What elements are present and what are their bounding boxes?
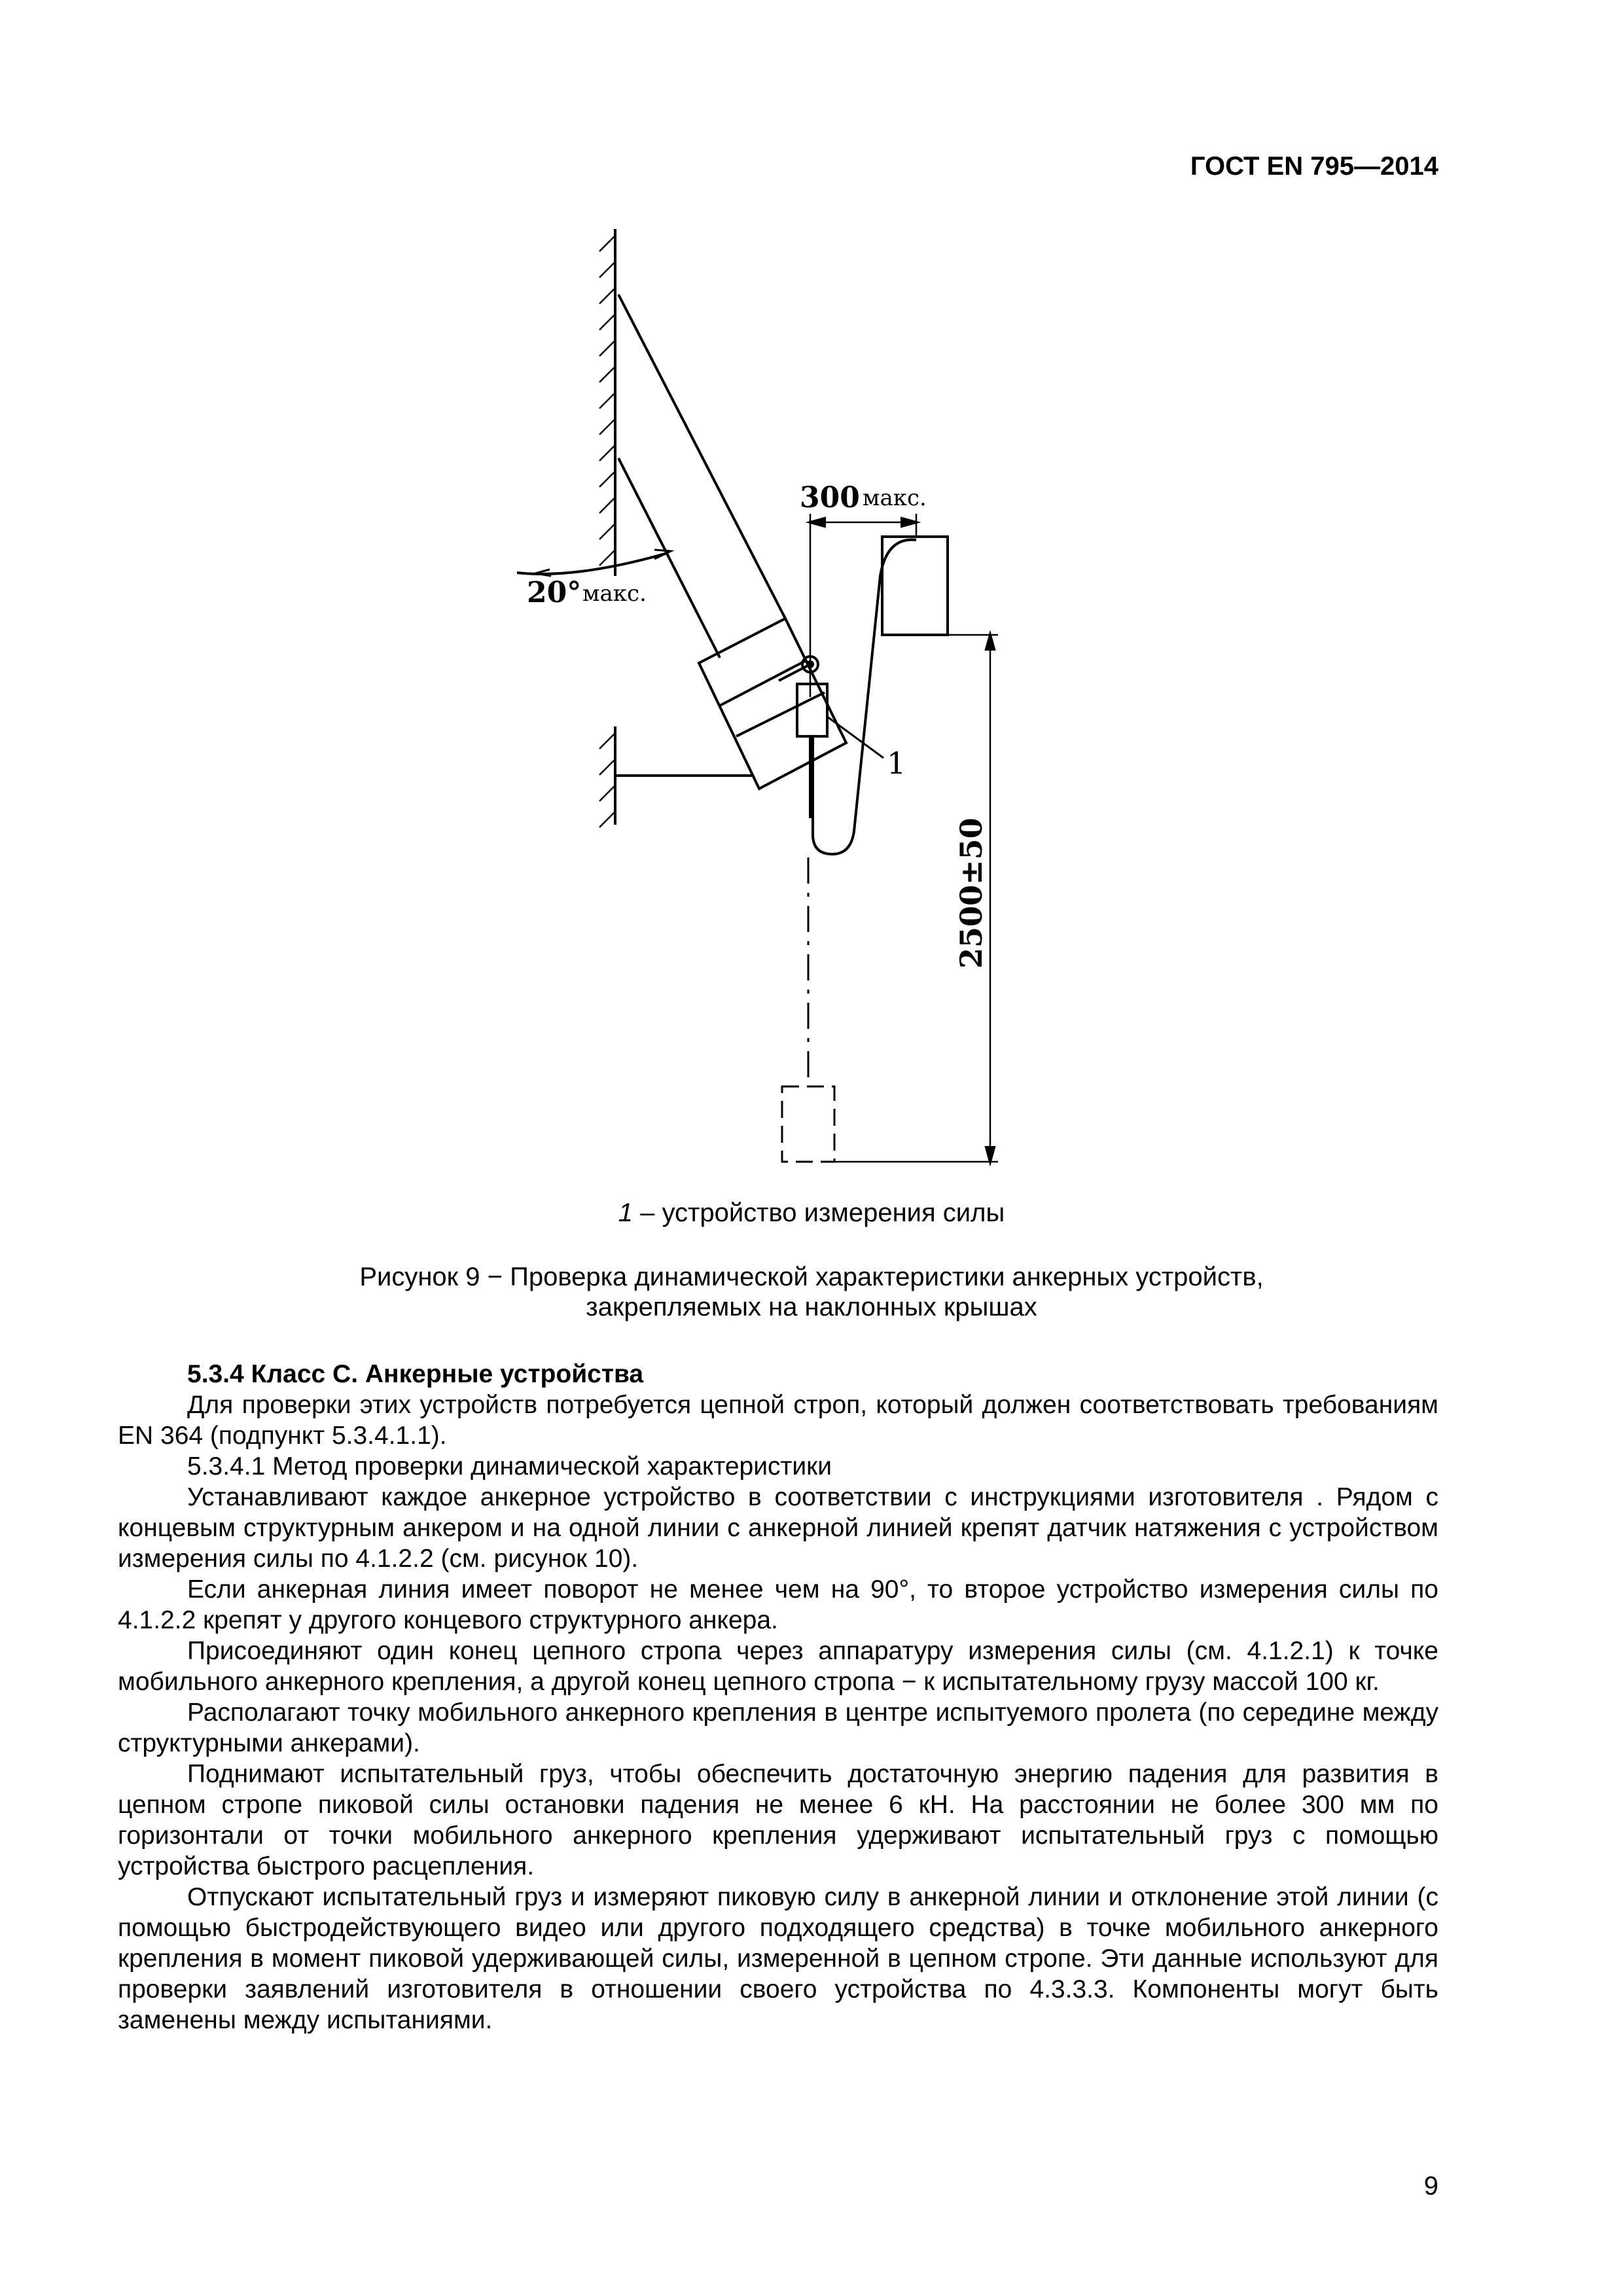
anchor-device-band2 bbox=[736, 692, 825, 736]
dim-2500-value: 2500±50 bbox=[954, 817, 989, 969]
legend-text: – устройство измерения силы bbox=[633, 1198, 1005, 1227]
paragraph: Устанавливают каждое анкерное устройство в соответствии с инструкциями изготовителя . Рядом с концевым структурным анкером и на одной линии с анкерной линией крепят датчик натяжения с устройством измерения силы по 4.1.2.2 (см. рисунок 10). bbox=[118, 1483, 1438, 1573]
roof-beam-lower-edge bbox=[618, 458, 720, 658]
figure-legend bbox=[0, 1198, 1623, 1228]
dim-300-value: 300 bbox=[800, 481, 860, 514]
test-setup-drawing bbox=[262, 209, 1113, 1172]
roof-beam-upper-edge bbox=[618, 295, 785, 619]
page-number: 9 bbox=[1423, 2172, 1438, 2200]
callout-leader bbox=[827, 717, 883, 758]
paragraph: Присоединяют один конец цепного стропа через аппаратуру измерения силы (см. 4.1.2.1) к точке мобильного анкерного крепления, а другой конец цепного стропа − к испытательному грузу массой 100 кг. bbox=[118, 1637, 1438, 1696]
paragraph: Для проверки этих устройств потребуется цепной строп, который должен соответствовать требованиям EN 364 (подпункт 5.3.4.1.1). bbox=[118, 1391, 1438, 1450]
anchor-device-band1 bbox=[720, 661, 805, 706]
callout-number: 1 bbox=[887, 745, 906, 781]
section-heading: 5.3.4 Класс С. Анкерные устройства bbox=[187, 1360, 644, 1388]
figure-title-line2: закрепляемых на наклонных крышах bbox=[586, 1293, 1037, 1321]
legend-number: 1 bbox=[618, 1198, 633, 1227]
angle-arc bbox=[517, 553, 668, 574]
paragraph: Располагают точку мобильного анкерного крепления в центре испытуемого пролета (по середине между структурными анкерами). bbox=[118, 1698, 1438, 1757]
force-measuring-device bbox=[797, 684, 827, 736]
wall-upper-hatching bbox=[599, 236, 615, 565]
wall-lower-hatching bbox=[599, 733, 615, 827]
subsection-title: 5.3.4.1 Метод проверки динамической характеристики bbox=[187, 1452, 832, 1480]
standard-header: ГОСТ EN 795—2014 bbox=[1190, 152, 1438, 181]
test-setup-figure bbox=[262, 209, 1113, 1172]
angle-unit: макс. bbox=[582, 581, 647, 607]
figure-title bbox=[0, 1262, 1623, 1322]
section-body bbox=[118, 1359, 1438, 2036]
figure-title-line1: Рисунок 9 − Проверка динамической характеристики анкерных устройств, bbox=[359, 1263, 1264, 1291]
weight-lower-position bbox=[782, 1086, 834, 1162]
angle-value: 20° bbox=[527, 576, 582, 609]
paragraph: Отпускают испытательный груз и измеряют пиковую силу в анкерной линии и отклонение этой линии (с помощью быстродействующего видео или другого подходящего средства) в точке мобильного анкерного крепления в момент пиковой удерживающей силы, измеренной в цепном стропе. Эти данные используют для проверки заявлений изготовителя в отношении своего устройства по 4.3.3.3. Компоненты могут быть заменены между испытаниями. bbox=[118, 1883, 1438, 2034]
paragraph: Если анкерная линия имеет поворот не менее чем на 90°, то второе устройство измерения силы по 4.1.2.2 крепят у другого концевого структурного анкера. bbox=[118, 1575, 1438, 1634]
paragraph: Поднимают испытательный груз, чтобы обеспечить достаточную энергию падения для развития в цепном стропе пиковой силы остановки падения не менее 6 кН. На расстоянии не более 300 мм по горизонтали от точки мобильного анкерного крепления удерживают испытательный груз с помощью устройства быстрого расцепления. bbox=[118, 1760, 1438, 1880]
dim-300-unit: макс. bbox=[863, 485, 927, 511]
weight-upper bbox=[882, 537, 948, 635]
